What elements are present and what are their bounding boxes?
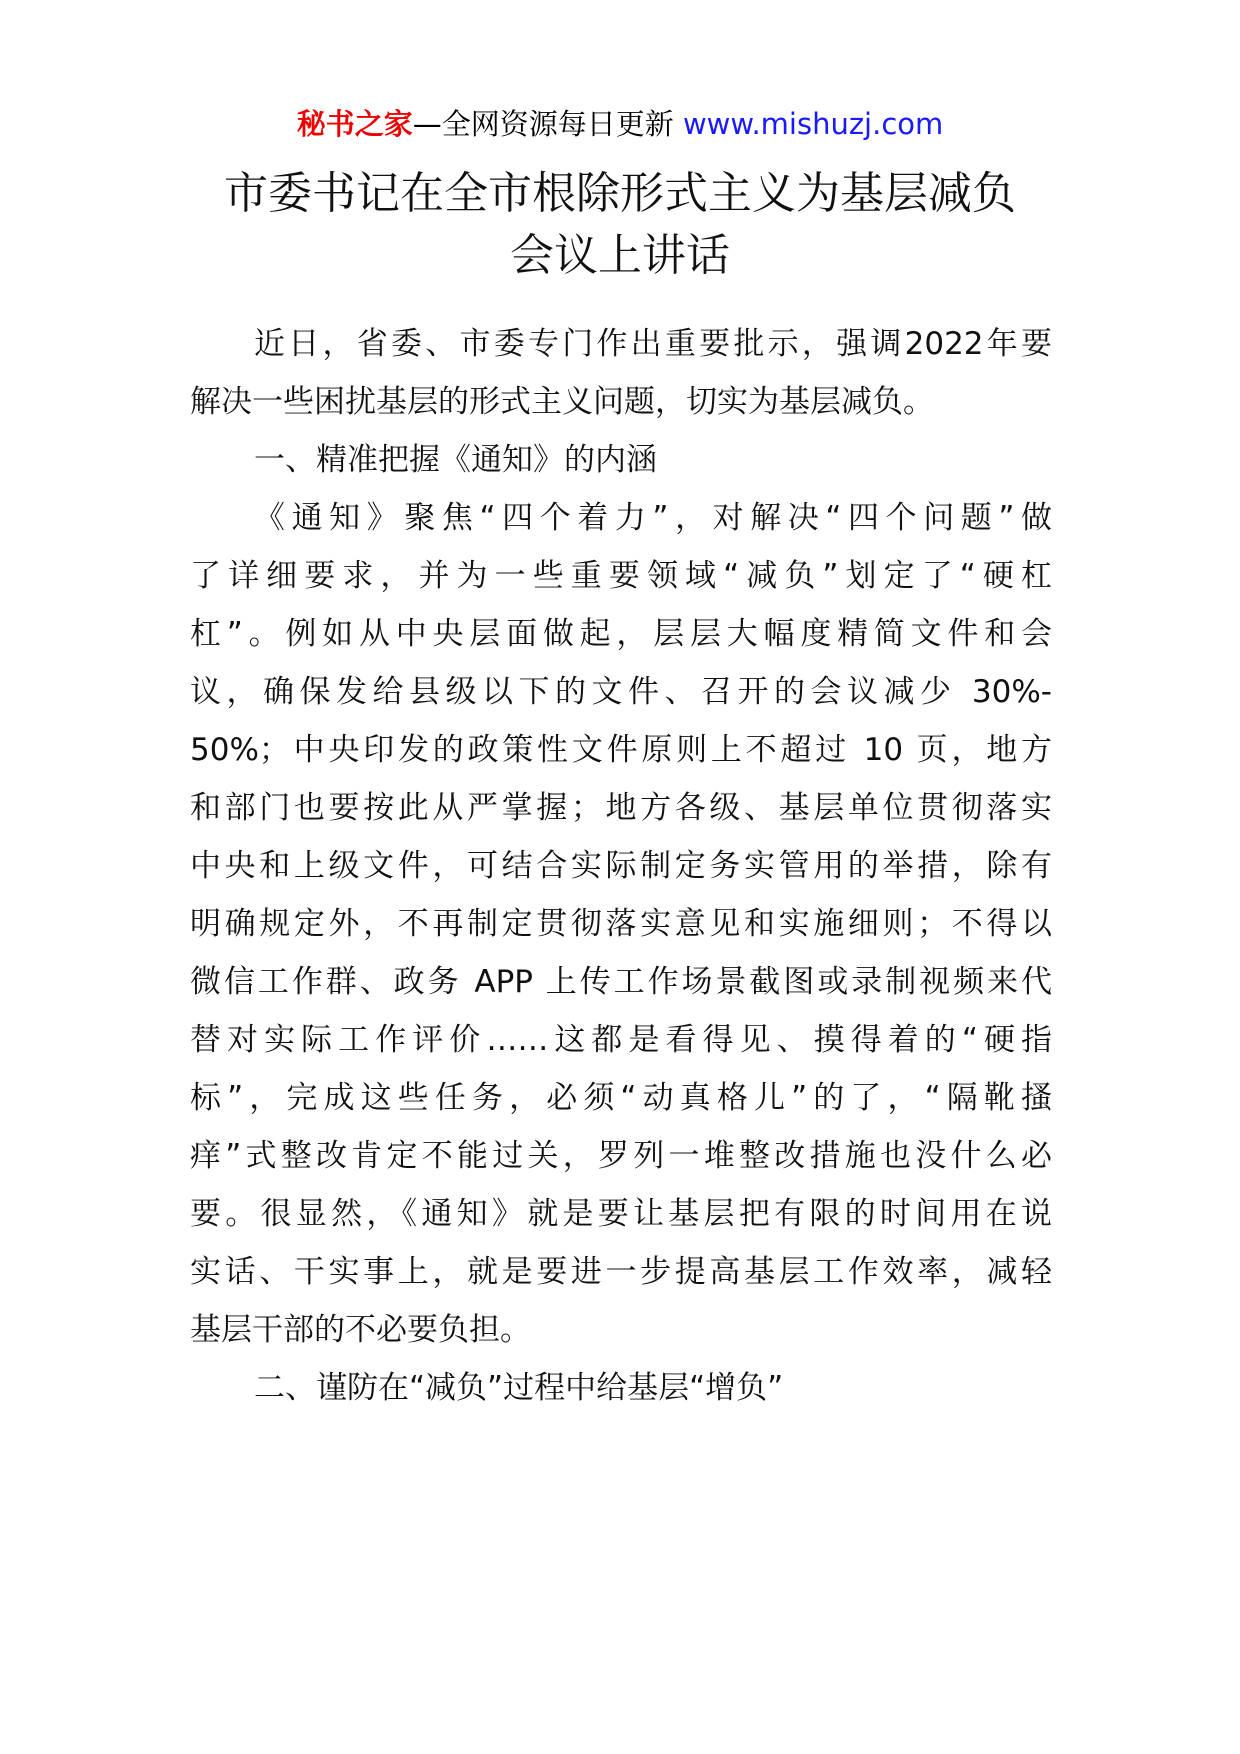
header-tagline: —全网资源每日更新 — [412, 107, 683, 141]
body-line: 明确规定外，不再制定贯彻落实意见和实施细则；不得以 — [190, 906, 1052, 942]
site-header — [0, 104, 1240, 144]
body-line: 微信工作群、政务 APP 上传工作场景截图或录制视频来代 — [190, 964, 1052, 1000]
body-line: 要。很显然，《通知》就是要让基层把有限的时间用在说 — [190, 1196, 1052, 1232]
document-title-line-2: 会议上讲话 — [510, 230, 730, 281]
body-line: 解决一些困扰基层的形式主义问题，切实为基层减负。 — [190, 384, 934, 420]
section-heading: 二、谨防在“减负”过程中给基层“增负” — [254, 1370, 784, 1406]
body-line: 50%；中央印发的政策性文件原则上不超过 10 页，地方 — [190, 732, 1052, 768]
body-line: 近日，省委、市委专门作出重要批示，强调2022年要 — [254, 326, 1052, 362]
body-line: 议，确保发给县级以下的文件、召开的会议减少 30%- — [190, 674, 1052, 710]
body-line: 痒”式整改肯定不能过关，罗列一堆整改措施也没什么必 — [190, 1138, 1052, 1174]
body-line: 了详细要求，并为一些重要领域“减负”划定了“硬杠 — [190, 558, 1052, 594]
body-line: 实话、干实事上，就是要进一步提高基层工作效率，减轻 — [190, 1254, 1052, 1290]
body-line: 标”，完成这些任务，必须“动真格儿”的了，“隔靴搔 — [190, 1080, 1052, 1116]
brand-name: 秘书之家 — [296, 107, 413, 141]
body-line: 和部门也要按此从严掌握；地方各级、基层单位贯彻落实 — [190, 790, 1052, 826]
body-line: 杠”。例如从中央层面做起，层层大幅度精简文件和会 — [190, 616, 1052, 652]
body-line: 基层干部的不必要负担。 — [190, 1312, 531, 1348]
section-heading: 一、精准把握《通知》的内涵 — [254, 442, 657, 478]
site-url-link[interactable]: www.mishuzj.com — [682, 107, 944, 141]
body-line: 《通知》聚焦“四个着力”，对解决“四个问题”做 — [254, 500, 1052, 536]
body-line: 替对实际工作评价……这都是看得见、摸得着的“硬指 — [190, 1022, 1052, 1058]
document-title-line-1: 市委书记在全市根除形式主义为基层减负 — [224, 168, 1016, 219]
body-line: 中央和上级文件，可结合实际制定务实管用的举措，除有 — [190, 848, 1052, 884]
